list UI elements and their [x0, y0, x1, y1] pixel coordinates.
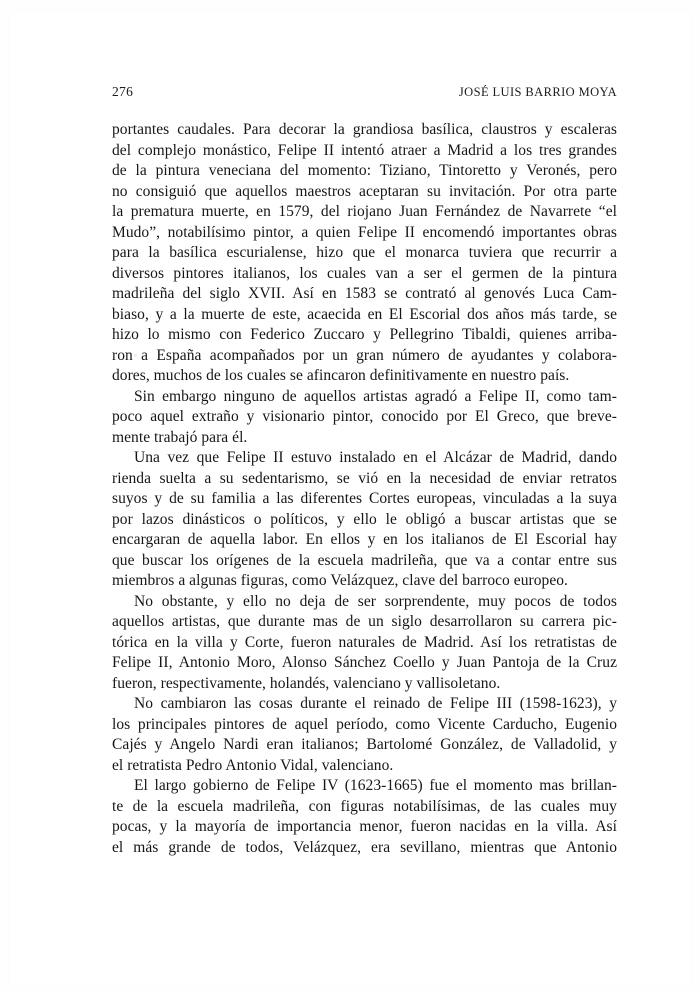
text-line: biaso, y a la muerte de este, acaecida en El Escorial dos años más tarde, se [112, 305, 617, 323]
text-line: miembros a algunas figuras, como Velázquez, clave del barroco europeo. [112, 572, 568, 589]
text-line: rienda suelta a su sedentarismo, se vió en la necesidad de enviar retratos [112, 469, 617, 487]
text-line: dores, muchos de los cuales se afincaron definitivamente en nuestro país. [112, 367, 570, 384]
paragraph [112, 776, 617, 858]
text-line: los principales pintores de aquel período, como Vicente Carducho, Eugenio [112, 715, 617, 733]
text-line: el retratista Pedro Antonio Vidal, valenciano. [112, 756, 394, 774]
paragraph [112, 387, 617, 449]
text-line: que buscar los orígenes de la escuela madrileña, que va a contar entre sus [112, 551, 617, 569]
text-line: Mudo”, notabilísimo pintor, a quien Felipe II encomendó importantes obras [112, 223, 617, 241]
text-line: hizo lo mismo con Federico Zuccaro y Pellegrino Tibaldi, quienes arriba- [112, 326, 617, 343]
text-line: del complejo monástico, Felipe II intentó atraer a Madrid a los tres grandes [112, 141, 617, 159]
text-line: tórica en la villa y Corte, fueron naturales de Madrid. Así los retratistas de [112, 633, 617, 651]
content-column [112, 84, 617, 858]
text-line: Sin embargo ninguno de aquellos artistas agradó a Felipe II, como tam- [134, 387, 617, 405]
paragraph [112, 694, 617, 776]
text-line: para la basílica escurialense, hizo que el monarca tuviera que recurrir a [112, 244, 617, 261]
running-title: JOSÉ LUIS BARRIO MOYA [458, 85, 617, 99]
text-line: mente trabajó para él. [112, 428, 248, 446]
text-line: el más grande de todos, Velázquez, era sevillano, mientras que Antonio [112, 838, 617, 856]
text-line: encargaran de aquella labor. En ellos y en los italianos de El Escorial hay [112, 531, 617, 548]
text-line: El largo gobierno de Felipe IV (1623-1665) fue el momento mas brillan- [134, 777, 617, 794]
text-line: fueron, respectivamente, holandés, valenciano y vallisoletano. [112, 674, 501, 692]
text-line: No obstante, y ello no deja de ser sorprendente, muy pocos de todos [134, 592, 617, 610]
text-line: de la pintura veneciana del momento: Tiziano, Tintoretto y Veronés, pero [112, 162, 617, 179]
running-header [112, 84, 617, 102]
text-line: No cambiaron las cosas durante el reinado de Felipe III (1598-1623), y [134, 695, 617, 712]
text-line: pocas, y la mayoría de importancia menor, fueron nacidas en la villa. Así [112, 818, 617, 835]
page-number: 276 [112, 84, 134, 99]
text-line: la prematura muerte, en 1579, del riojano Juan Fernández de Navarrete “el [112, 203, 617, 220]
paragraph [112, 120, 617, 387]
text-line: por lazos dinásticos o políticos, y ello le obligó a buscar artistas que se [112, 510, 617, 528]
text-line: portantes caudales. Para decorar la grandiosa basílica, claustros y escaleras [112, 121, 617, 138]
text-line: Cajés y Angelo Nardi eran italianos; Bartolomé González, de Valladolid, y [112, 736, 617, 753]
text-line: Felipe II, Antonio Moro, Alonso Sánchez Coello y Juan Pantoja de la Cruz [112, 654, 617, 671]
paragraph [112, 592, 617, 695]
text-line: no consiguió que aquellos maestros aceptaran su invitación. Por otra parte [112, 182, 617, 200]
text-line: aquellos artistas, que durante mas de un siglo desarrollaron su carrera pic- [112, 613, 617, 630]
body-text [112, 120, 617, 858]
paragraph [112, 448, 617, 592]
text-line: te de la escuela madrileña, con figuras notabilísimas, de las cuales muy [112, 797, 617, 815]
text-line: poco aquel extraño y visionario pintor, conocido por El Greco, que breve- [112, 408, 617, 425]
text-line: Una vez que Felipe II estuvo instalado en el Alcázar de Madrid, dando [134, 449, 617, 466]
text-line: suyos y de su familia a las diferentes Cortes europeas, vinculadas a la suya [112, 490, 617, 507]
text-line: ron a España acompañados por un gran número de ayudantes y colabora- [112, 346, 617, 364]
text-line: diversos pintores italianos, los cuales van a ser el germen de la pintura [112, 264, 617, 282]
text-line: madrileña del siglo XVII. Así en 1583 se contrató al genovés Luca Cam- [112, 285, 617, 302]
